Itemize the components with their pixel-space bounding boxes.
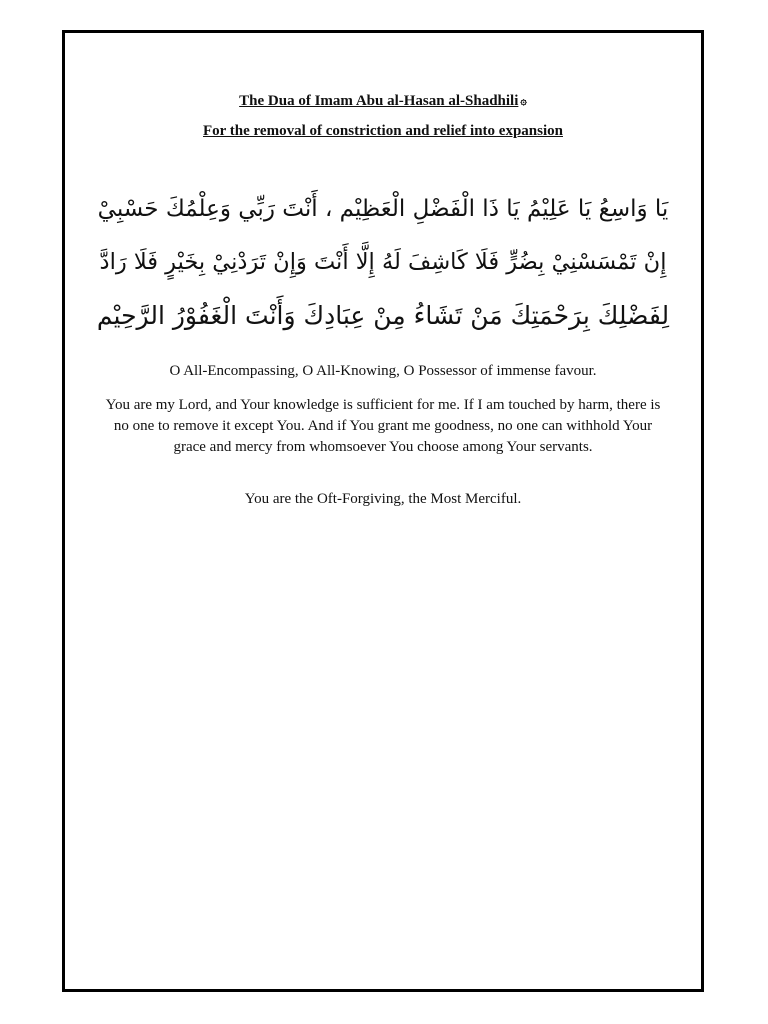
- document-title: [65, 93, 701, 110]
- arabic-line-2: إِنْ تَمْسَسْنِيْ بِضُرٍّ فَلَا كَاشِفَ لَهُ إِلَّا أَنْتَ وَإِنْ تَرَدْنِيْ بِخَيْرٍ فَلَا رَادَّ: [99, 249, 667, 275]
- honorific-ornament-icon: ۞: [520, 95, 527, 107]
- translation-paragraph: You are my Lord, and Your knowledge is sufficient for me. If I am touched by harm, there is no one to remove it except You. And if You grant me goodness, no one can withhold Your grace and mercy from whomsoever You choose among Your servants.: [105, 397, 661, 455]
- translation-invocation: O All-Encompassing, O All-Knowing, O Possessor of immense favour.: [169, 363, 597, 379]
- arabic-dua-text: [95, 183, 671, 342]
- translation-closing: You are the Oft-Forgiving, the Most Merciful.: [244, 491, 522, 507]
- document-subtitle: For the removal of constriction and relief into expansion: [203, 123, 563, 139]
- page-border: [62, 30, 704, 992]
- arabic-line-1: يَا وَاسِعُ يَا عَلِيْمُ يَا ذَا الْفَضْلِ الْعَظِيْم ، أَنْتَ رَبِّي وَعِلْمُكَ حَسْبِيْ: [97, 196, 669, 222]
- arabic-line-3: لِفَضْلِكَ بِرَحْمَتِكَ مَنْ تَشَاءُ مِنْ عِبَادِكَ وَأَنْتَ الْغَفُوْرُ الرَّحِيْم: [96, 301, 670, 330]
- document-title-text: The Dua of Imam Abu al-Hasan al-Shadhili: [239, 93, 519, 109]
